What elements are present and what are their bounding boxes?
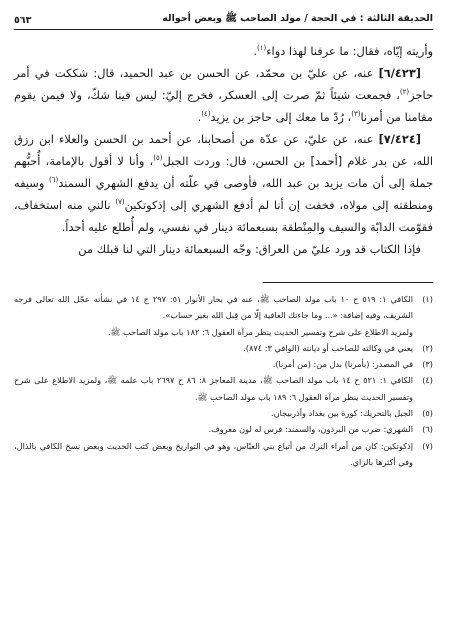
footnote-item: (١) الكافي ١: ٥١٩ ح ١٠ باب مولد الصاحب ﷺ، عنه في بحار الأنوار ٥١: ٢٩٧ ح ١٤ في نشأته عجّل الله تعالى فرجه الشريف، وفيه إضافة: «... وما جاءتك العافية إلّا من قِبل الله بغير حساب». <box>14 294 433 321</box>
hadith-number: [٦/٤٢٣] <box>378 66 421 80</box>
footnote-divider <box>263 282 433 283</box>
footnote-ref: (٤) <box>201 110 211 119</box>
header-title: الحديقة الثالثة : في الحجة / مولد الصاحب ﷺ وبعض أحواله <box>162 13 433 24</box>
running-header <box>14 0 433 29</box>
main-text <box>14 40 433 260</box>
header-rule <box>14 29 433 30</box>
footnote-item: (٣) في المصدر: (بأمرنا) بدل من: (من أمرنا). <box>272 359 433 370</box>
footnote-item: (٧) إذكوتكين: كان من أمراء الترك من أتباع بني العبّاس، وهو في التواريخ وبعض كتب الحديث وبعض نسخ الكافي بالذال، وفي أكثرها بالزاي. <box>14 440 433 467</box>
footnote-item: (٦) الشهري: ضرب من البرذون، والسمند: فرس له لون معروف. <box>208 424 433 435</box>
paragraph-4: فإذا الكتاب قد ورد عليّ من العراق: وجّه السبعمائة دينار التي لنا قبلك من <box>78 242 421 256</box>
footnote-ref: (١) <box>256 44 267 53</box>
footnote-item: (٤) الكافي ١: ٥٢١ ح ١٤ باب مولد الصاحب ﷺ، مدينة المعاجز ٨: ٨٦ ح ٢٦٩٧ باب علمه ﷺ، ولمزيد الاطلاع على شرح وتفسير الحديث ينظر مرآة العقول ٦: ١٨٩ باب مولد الصاحب ﷺ. <box>14 375 433 402</box>
footnote-item: (٥) الجبل بالتحريك: كورة بين بغداد وأذربيجان. <box>271 408 433 419</box>
footnote-item: (٢) يعني في وكالته للصاحب أو ديانته (الوافي ٣: ٨٧٤). <box>243 342 433 353</box>
footnote-item: ولمزيد الاطلاع على شرح وتفسير الحديث ينظر مرآة العقول ٦: ١٨٢ باب مولد الصاحب ﷺ. <box>107 326 413 337</box>
hadith-423: [٦/٤٢٣] عنه، عن عليّ بن محمّد، عن الحسن بن عبد الحميد، قال: شككت في أمر حاجز$^{(٢)}$، فجمعت شيئاً ثمّ صرت إلى العسكر، فخرج إليّ: ليس فينا شكّ، ولا فيمن يقوم مقامنا من أمرنا$^{(٣)}$، رُدّ ما معك إلى حاجز بن يزيد$^{(٤)}$. <box>14 66 433 124</box>
footnote-ref: (٧) <box>115 198 125 207</box>
hadith-424: [٧/٤٢٤] عنه، عن عليّ، عن عدّة من أصحابنا، عن أحمد بن الحسن والعلاء ابن رزق الله، عن بدر غلام [أحمد] بن الحسن، قال: وردت الجبل$^{(٥)}$، وأنا لا أقول بالإمامة، أُحبُّهم جملة إلى أن مات يزيد بن عبد الله، فأوصى في علّته أن يدفع الشهري السمند$^{(٦)}$ وسيفه ومنطقته إلى مولاه، فخفت إن أنا لم أدفع الشهري إلى إذكوتكين$^{(٧)}$ نالني منه استخفاف، فقوّمت الدابّة والسيف والمِنْطقة بسبعمائة دينار في نفسي، ولم أُطلع عليه أحداً. <box>14 132 434 234</box>
footnote-ref: (٣) <box>351 110 361 119</box>
page-number: ٥٦٣ <box>14 15 32 26</box>
footnote-ref: (٦) <box>49 176 59 185</box>
footnote-ref: (٢) <box>399 88 410 97</box>
footnote-ref: (٥) <box>153 154 163 163</box>
hadith-number: [٧/٤٢٤] <box>378 132 421 146</box>
paragraph-1: وأريته إيّاه، فقال: ما عرفنا لهذا دواء$^{(١)}$. <box>253 44 433 58</box>
footnotes <box>14 291 433 470</box>
